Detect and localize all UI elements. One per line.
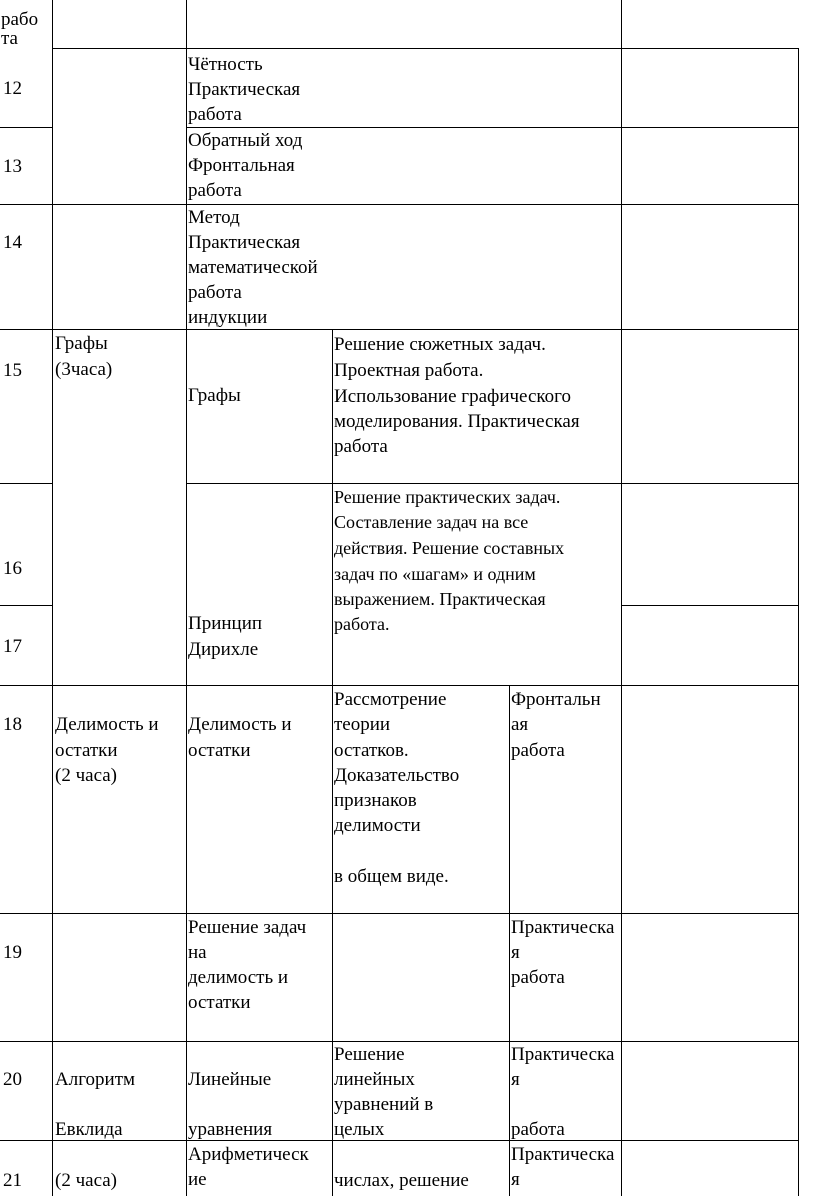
row-number: 16	[3, 558, 22, 579]
activity-text: работа	[334, 436, 388, 457]
activity-text: работа.	[334, 614, 390, 634]
row-divider	[186, 483, 799, 484]
topic-text: Арифметическ	[188, 1144, 309, 1165]
activity-text: числах, решение	[334, 1170, 469, 1191]
form-text: я	[511, 1069, 520, 1090]
column-divider	[509, 685, 510, 1196]
activity-text: признаков	[334, 790, 417, 811]
activity-text: Проектная работа.	[334, 360, 484, 381]
row-number: 21	[3, 1170, 22, 1191]
activity-text: Составление задач на все	[334, 512, 529, 532]
section-text: (2 часа)	[55, 765, 117, 786]
section-text: остатки	[55, 740, 118, 761]
form-text: Практическа	[511, 1144, 615, 1165]
row-divider	[0, 483, 52, 484]
activity-text: Решение сюжетных задач.	[334, 334, 546, 355]
section-text: Делимость и	[55, 714, 159, 735]
column-divider	[52, 0, 53, 1196]
row-number: 18	[3, 714, 22, 735]
topic-text: Обратный ход	[188, 130, 303, 151]
activity-text: Использование графического	[334, 386, 571, 407]
activity-text: задач по «шагам» и одним	[334, 564, 536, 584]
section-text: Евклида	[55, 1119, 123, 1140]
activity-text: выражением. Практическая	[334, 589, 546, 609]
column-divider	[332, 329, 333, 685]
row-divider	[0, 605, 52, 606]
form-text: работа	[511, 1119, 565, 1140]
activity-text: Решение	[334, 1044, 405, 1065]
topic-text: работа	[188, 282, 242, 303]
section-text: Графы	[55, 333, 108, 354]
cell-text: рабо	[1, 9, 39, 30]
section-text: Алгоритм	[55, 1069, 136, 1090]
topic-text: остатки	[188, 992, 251, 1013]
activity-text: делимости	[334, 815, 421, 836]
topic-text: остатки	[188, 740, 251, 761]
row-divider	[621, 605, 799, 606]
row-number: 13	[3, 156, 22, 177]
form-text: ая	[511, 714, 529, 735]
topic-text: Принцип	[188, 613, 263, 634]
topic-text: работа	[188, 180, 242, 201]
row-divider	[0, 685, 799, 686]
column-divider	[186, 0, 187, 1196]
row-number: 14	[3, 232, 22, 253]
activity-text: Доказательство	[334, 765, 460, 786]
activity-text: уравнений в	[334, 1094, 434, 1115]
topic-text: ие	[188, 1169, 207, 1190]
topic-text: Чётность	[188, 54, 263, 75]
row-number: 12	[3, 78, 22, 99]
row-divider	[0, 913, 799, 914]
activity-text: линейных	[334, 1069, 415, 1090]
topic-text: Графы	[188, 385, 241, 406]
row-number: 15	[3, 360, 22, 381]
activity-text: в общем виде.	[334, 866, 449, 887]
activity-text: остатков.	[334, 740, 409, 761]
topic-text: индукции	[188, 307, 268, 328]
row-number: 19	[3, 942, 22, 963]
topic-text: Делимость и	[188, 714, 292, 735]
form-text: работа	[511, 740, 565, 761]
topic-text: уравнения	[188, 1119, 273, 1140]
form-text: работа	[511, 967, 565, 988]
topic-text: Метод	[188, 207, 240, 228]
activity-text: целых	[334, 1119, 385, 1140]
activity-text: действия. Решение составных	[334, 538, 565, 558]
row-divider	[0, 329, 799, 330]
topic-text: Решение задач	[188, 917, 307, 938]
topic-text: Фронтальная	[188, 155, 295, 176]
row-number: 17	[3, 636, 22, 657]
cell-text: та	[1, 28, 18, 49]
topic-text: на	[188, 942, 207, 963]
row-divider	[0, 127, 52, 128]
form-text: я	[511, 942, 520, 963]
activity-text: Решение практических задач.	[334, 487, 561, 507]
column-divider	[332, 685, 333, 1196]
topic-text: Дирихле	[188, 639, 259, 660]
row-divider	[0, 204, 799, 205]
column-divider	[798, 48, 799, 1196]
row-divider	[52, 48, 799, 49]
form-text: Практическа	[511, 1044, 615, 1065]
activity-text: Рассмотрение	[334, 689, 447, 710]
column-divider	[621, 0, 622, 1196]
topic-text: работа	[188, 104, 242, 125]
activity-text: моделирования. Практическая	[334, 411, 580, 432]
section-text: (3часа)	[55, 359, 113, 380]
topic-text: делимость и	[188, 967, 289, 988]
section-text: (2 часа)	[55, 1170, 117, 1191]
row-number: 20	[3, 1069, 22, 1090]
topic-text: Практическая	[188, 232, 301, 253]
form-text: Практическа	[511, 917, 615, 938]
form-text: я	[511, 1169, 520, 1190]
topic-text: Линейные	[188, 1069, 272, 1090]
topic-text: математической	[188, 257, 318, 278]
topic-text: Практическая	[188, 79, 301, 100]
activity-text: теории	[334, 714, 391, 735]
form-text: Фронтальн	[511, 689, 601, 710]
